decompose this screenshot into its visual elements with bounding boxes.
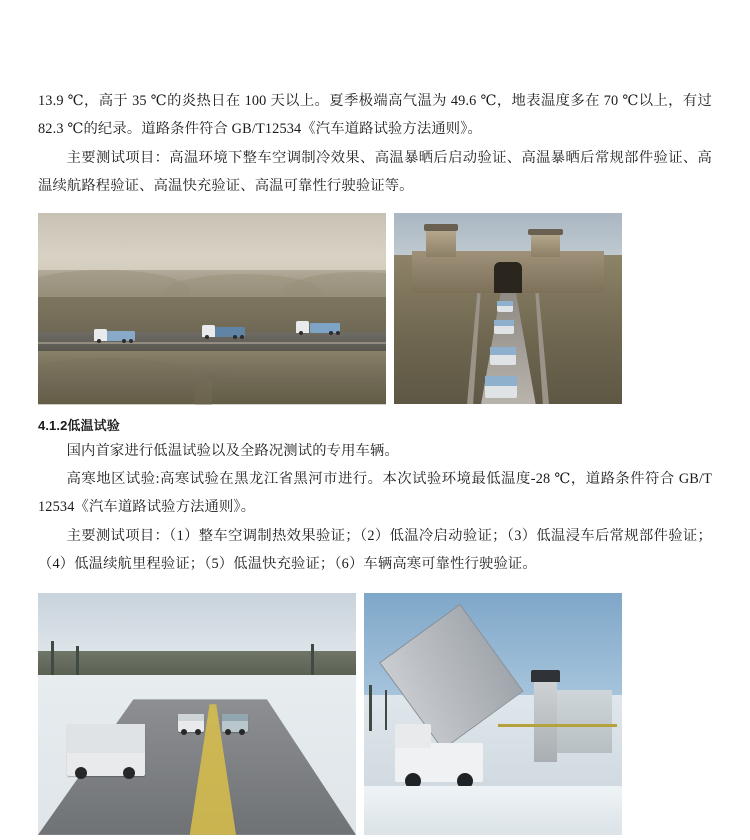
desert-highway-trucks-photo bbox=[38, 213, 386, 405]
paragraph-high-temperature-test-items: 主要测试项目：高温环境下整车空调制冷效果、高温暴晒后启动验证、高温暴晒后常规部件验证、高温续航路程验证、高温快充验证、高温可靠性行驶验证等。 bbox=[38, 149, 712, 194]
snow-dump-truck-tipping-photo bbox=[364, 593, 622, 835]
section-heading-4-1-2: 4.1.2低温试验 bbox=[38, 417, 120, 433]
paragraph-high-temperature-conditions: 13.9 ℃，高于 35 ℃的炎热日在 100 天以上。夏季极端高气温为 49.6 ℃，地表温度多在 70 ℃以上，有过 82.3 ℃的纪录。道路条件符合 GB/T12534《汽车道路试验方法通则》。 bbox=[38, 93, 712, 137]
snow-road-trucks-photo bbox=[38, 593, 356, 835]
figure-row-high-temperature bbox=[38, 213, 712, 405]
paragraph-cold-region-test: 高寒地区试验:高寒试验在黑龙江省黑河市进行。本次试验环境最低温度-28 ℃，道路条件符合 GB/T 12534《汽车道路试验方法通则》。 bbox=[38, 471, 712, 516]
paragraph-low-temperature-test-items: 主要测试项目：（1）整车空调制热效果验证；（2）低温冷启动验证；（3）低温浸车后常规部件验证；（4）低温续航里程验证；（5）低温快充验证；（6）车辆高寒可靠性行驶验证。 bbox=[38, 528, 712, 572]
paragraph-first-domestic-low-temp-test: 国内首家进行低温试验以及全路况测试的专用车辆。 bbox=[66, 442, 399, 459]
figure-row-low-temperature bbox=[38, 593, 712, 835]
desert-fort-gate-trucks-photo bbox=[394, 213, 622, 405]
